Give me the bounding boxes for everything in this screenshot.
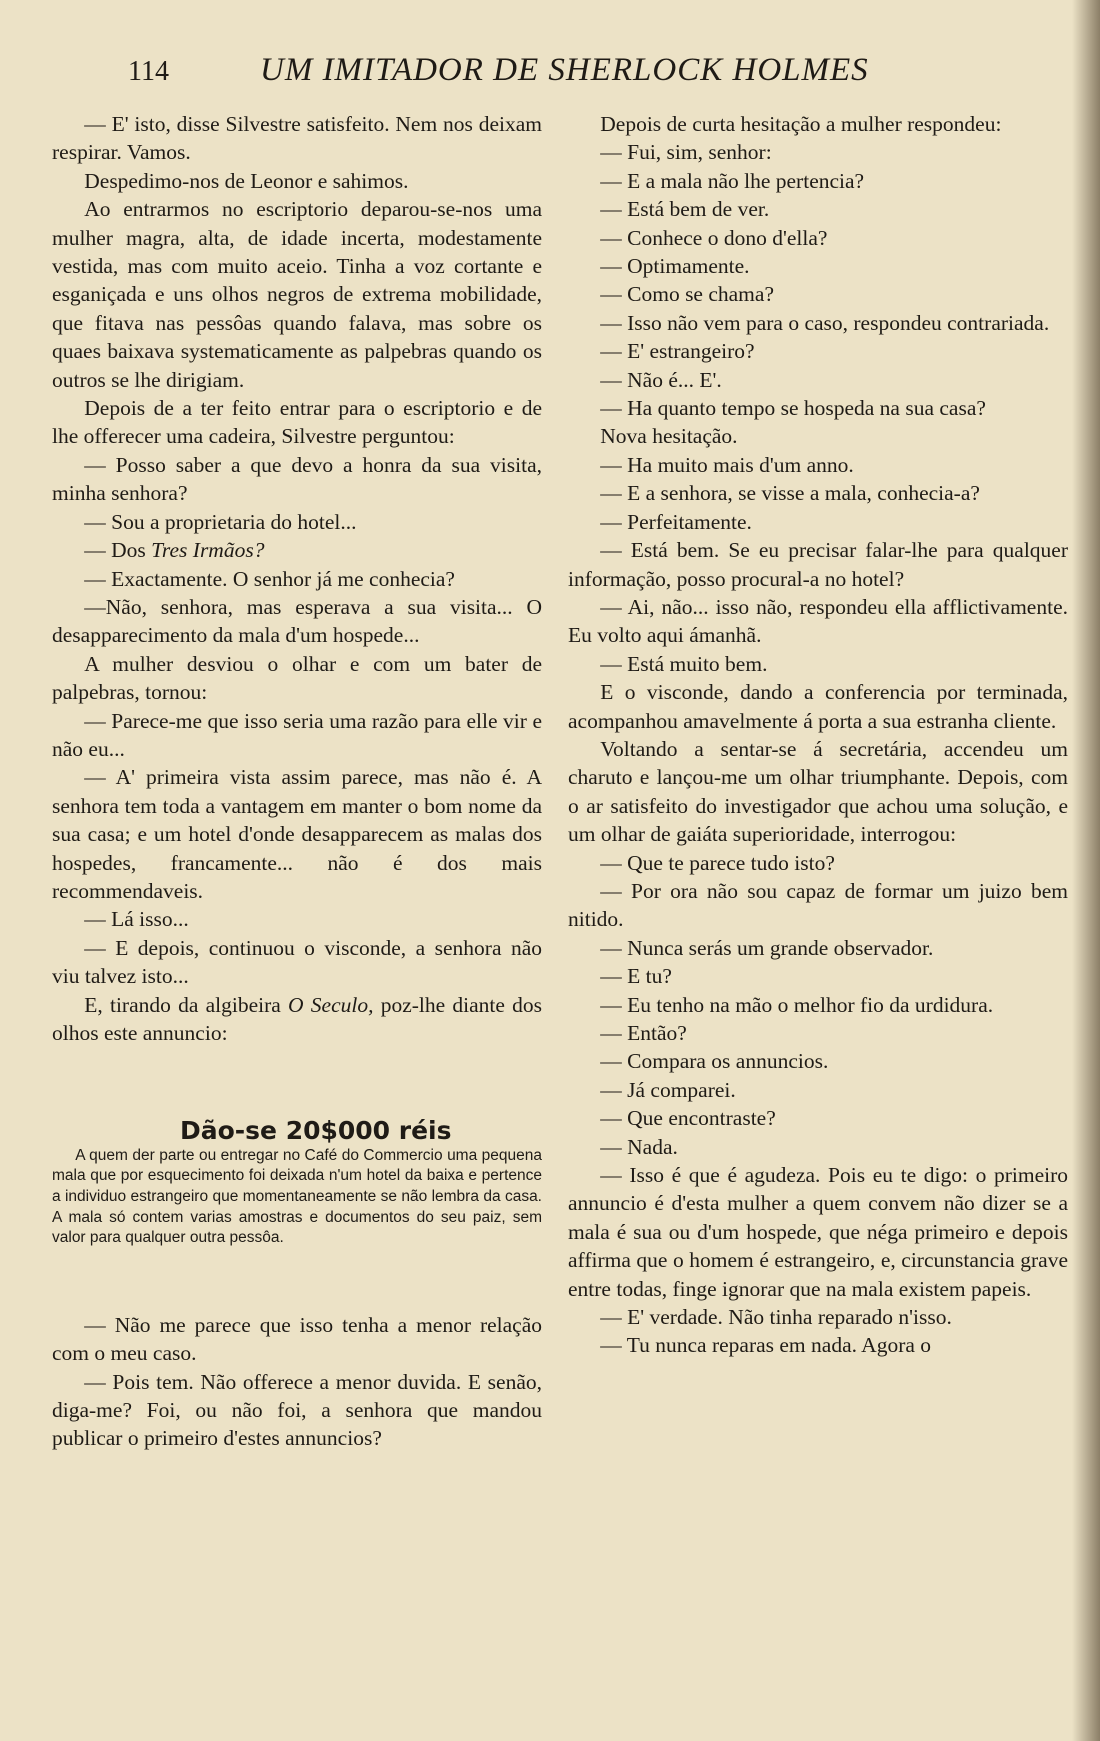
- page-header: [0, 52, 1100, 92]
- paragraph: —Não, senhora, mas esperava a sua visita... O desapparecimento da mala d'um hospede...: [52, 594, 542, 648]
- paragraph: — Isso é que é agudeza. Pois eu te digo: o primeiro annuncio é d'esta mulher a quem convem não dizer se a mala é sua ou d'um hospede, que néga primeiro e depois affirma que o homem é estrangeiro, e, circunstancia grave entre todas, finge ignorar que na mala existem papeis.: [568, 1163, 1068, 1301]
- advertisement: [52, 1117, 542, 1248]
- paragraph: — Nunca serás um grande observador.: [600, 935, 934, 960]
- paragraph: — E tu?: [600, 964, 672, 989]
- paragraph: Despedimo-nos de Leonor e sahimos.: [84, 168, 409, 193]
- paragraph: Depois de a ter feito entrar para o escriptorio e de lhe offerecer uma cadeira, Silvestre perguntou:: [52, 396, 542, 449]
- paragraph: E o visconde, dando a conferencia por terminada, acompanhou amavelmente á porta a sua estranha cliente.: [568, 680, 1068, 733]
- paragraph: — Isso não vem para o caso, respondeu contrariada.: [600, 310, 1050, 335]
- paragraph: Ao entrarmos no escriptorio deparou-se-nos uma mulher magra, alta, de idade incerta, modestamente vestida, mas com muito aceio. Tinha a voz cortante e esganiçada e uns olhos negros de extrema mobilidade, que fitava nas pessôas quando falava, mas sobre os quaes baixava systematicamente as palpebras quando os outros se lhe dirigiam.: [52, 197, 542, 392]
- advertisement-title: Dão-se 20$000 réis: [179, 1116, 452, 1146]
- paragraph: — Nada.: [600, 1134, 678, 1159]
- paragraph: — Por ora não sou capaz de formar um juizo bem nitido.: [568, 878, 1068, 932]
- paragraph: — E a senhora, se visse a mala, conhecia-a?: [600, 481, 980, 506]
- paragraph: — Conhece o dono d'ella?: [600, 225, 828, 250]
- paragraph: — Sou a proprietaria do hotel...: [84, 509, 357, 534]
- narration-continuation: diante dos olhos este annuncio:: [52, 992, 542, 1045]
- page-number: 114: [128, 56, 169, 87]
- paragraph: Nova hesitação.: [600, 424, 738, 449]
- paragraph: — Tu nunca reparas em nada. Agora o: [600, 1333, 932, 1358]
- paragraph: — E' isto, disse Silvestre satisfeito. Nem nos deixam respirar. Vamos.: [52, 112, 542, 165]
- paragraph: — Está bem de ver.: [600, 197, 770, 222]
- paragraph: — Fui, sim, senhor:: [600, 140, 772, 165]
- paragraph: [52, 536, 542, 564]
- paragraph: — Compara os annuncios.: [600, 1049, 829, 1074]
- paragraph: — Lá isso...: [84, 907, 189, 932]
- advertisement-text: A quem der parte ou entregar no Café do Commercio uma pequena mala que por esquecimento foi deixada n'um hotel da baixa e pertence a individuo estrangeiro que momentaneamente se não lembra da casa. A mala só contem varias amostras e documentos do seu paiz, sem valor para qualquer outra pessôa.: [52, 1146, 542, 1247]
- paragraph: — Pois tem. Não offerece a menor duvida. E senão, diga-me? Foi, ou não foi, a senhora que mandou publicar o primeiro d'estes annuncios?: [52, 1369, 542, 1451]
- paragraph: — Não me parece que isso tenha a menor relação com o meu caso.: [52, 1312, 542, 1366]
- paragraph: — Exactamente. O senhor já me conhecia?: [84, 566, 455, 591]
- newspaper-name: O Seculo,: [288, 992, 374, 1017]
- paragraph: — Posso saber a que devo a honra da sua visita, minha senhora?: [52, 452, 542, 506]
- paragraph: — Parece-me que isso seria uma razão para elle vir e não eu...: [52, 708, 542, 761]
- paragraph: — E' estrangeiro?: [600, 339, 755, 364]
- paragraph: A mulher desviou o olhar e com um bater de palpebras, tornou:: [52, 651, 542, 705]
- dialogue-text: — Dos: [84, 538, 146, 563]
- paragraph: — E depois, continuou o visconde, a senhora não viu talvez isto...: [52, 935, 542, 989]
- paragraph: — Está muito bem.: [600, 651, 768, 676]
- paragraph: — E' verdade. Não tinha reparado n'isso.: [600, 1305, 952, 1330]
- paragraph: — Optimamente.: [600, 254, 750, 279]
- paragraph: — Ha quanto tempo se hospeda na sua casa?: [600, 396, 986, 421]
- paragraph: — Que encontraste?: [600, 1106, 776, 1131]
- left-column: [52, 110, 542, 1453]
- narration-tail: poz-lhe: [380, 992, 446, 1017]
- running-title: UM IMITADOR DE SHERLOCK HOLMES: [260, 52, 869, 88]
- paragraph: — Que te parece tudo isto?: [600, 850, 835, 875]
- paragraph: — Está bem. Se eu precisar falar-lhe para qualquer informação, posso procural-a no hotel?: [568, 538, 1068, 591]
- paragraph: Depois de curta hesitação a mulher respondeu:: [600, 112, 1002, 136]
- paragraph: — Ai, não... isso não, respondeu ella afflictivamente. Eu volto aqui ámanhã.: [568, 594, 1068, 648]
- paragraph: — A' primeira vista assim parece, mas não é. A senhora tem toda a vantagem em manter o bom nome da sua casa; e um hotel d'onde desapparecem as malas dos hospedes, francamente... não é dos mais recommendaveis.: [52, 765, 542, 903]
- paragraph: — Como se chama?: [600, 282, 774, 307]
- narration-text: E, tirando da algibeira: [84, 992, 281, 1017]
- hotel-name: Tres Irmãos?: [151, 538, 265, 563]
- paragraph: — Eu tenho na mão o melhor fio da urdidura.: [600, 992, 994, 1017]
- paragraph: — E a mala não lhe pertencia?: [600, 168, 865, 193]
- page-edge-shadow: [1072, 0, 1100, 1741]
- paragraph: — Perfeitamente.: [600, 509, 752, 534]
- paragraph: — Não é... E'.: [600, 367, 722, 392]
- paragraph: — Ha muito mais d'um anno.: [600, 452, 854, 477]
- paragraph: [52, 991, 542, 1048]
- paragraph: — Então?: [600, 1021, 687, 1045]
- paragraph: — Já comparei.: [600, 1077, 736, 1102]
- paragraph: Voltando a sentar-se á secretária, accendeu um charuto e lançou-me um olhar triumphante. Depois, com o ar satisfeito do investigador que achou uma solução, e um olhar de gaiáta superioridade, interrogou:: [568, 736, 1068, 847]
- right-column: [568, 110, 1068, 1360]
